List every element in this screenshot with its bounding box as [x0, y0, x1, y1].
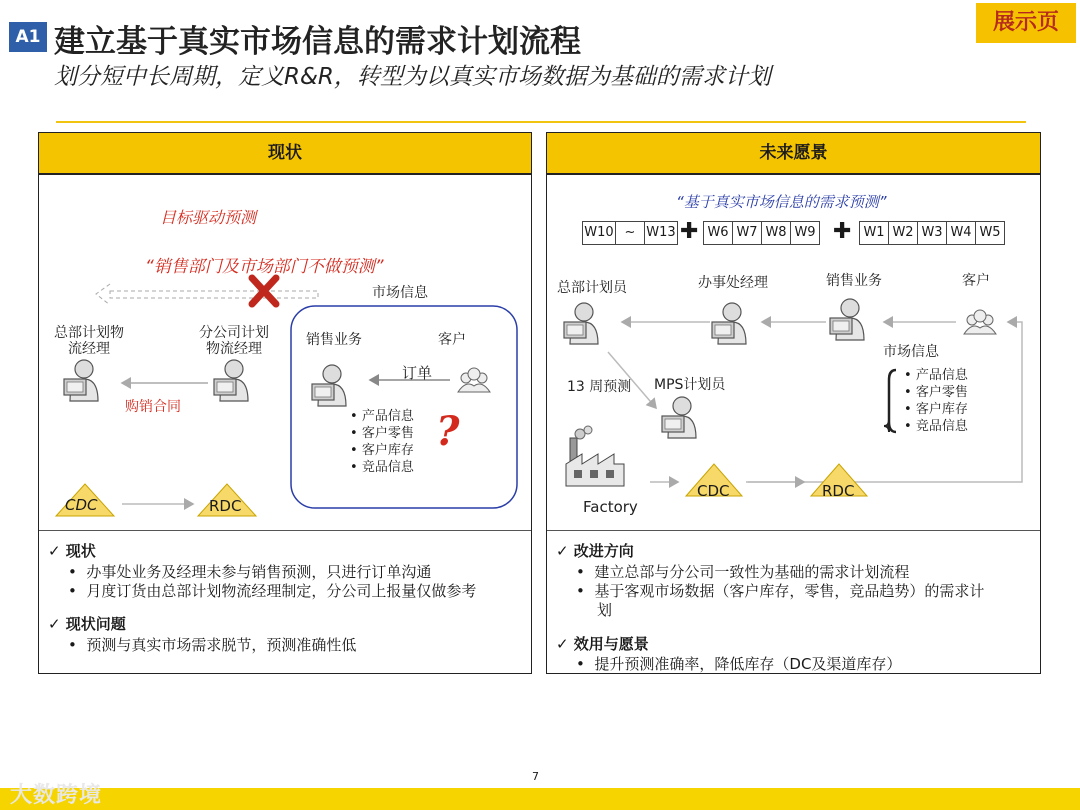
- branch-planner-icon: [214, 360, 248, 401]
- customer-icon: [458, 368, 490, 392]
- branch-planner-line1: 分公司计划: [199, 325, 269, 341]
- right-quote: “基于真实市场信息的需求预测”: [676, 193, 887, 211]
- question-mark: ?: [436, 408, 460, 455]
- week-box: W4: [947, 221, 976, 245]
- week-box: ~: [616, 221, 645, 245]
- list-item: • 竞品信息: [350, 460, 414, 475]
- list-item: • 基于客观市场数据（客户库存，零售，竞品趋势）的需求计: [576, 582, 985, 600]
- customer-label: 客户: [438, 332, 466, 348]
- hq-planner-label: 总部计划员: [557, 280, 627, 296]
- plus-icon: ✚: [680, 219, 699, 244]
- page-number: 7: [532, 770, 539, 783]
- list-item-continuation: 划: [597, 601, 613, 619]
- factory-label: Factory: [583, 498, 638, 516]
- hq-planner-label: [54, 325, 124, 357]
- left-divider: [39, 530, 531, 531]
- mps-planner-label: MPS计划员: [654, 377, 726, 393]
- week-box: W8: [762, 221, 791, 245]
- customer-label: 客户: [962, 273, 990, 289]
- short-term-weeks: [859, 221, 1005, 245]
- mps-planner-icon: [662, 397, 696, 438]
- long-term-weeks: [582, 221, 678, 245]
- right-divider: [547, 530, 1040, 531]
- issue-title: ✓ 现状问题: [48, 615, 126, 633]
- page-title: 建立基于真实市场信息的需求计划流程: [54, 24, 581, 60]
- list-item: • 月度订货由总部计划物流经理制定，分公司上报量仅做参考: [68, 582, 477, 600]
- branch-planner-label: [199, 325, 269, 357]
- list-item: • 产品信息: [904, 368, 968, 383]
- list-item: • 客户库存: [350, 443, 414, 458]
- sales-icon: [312, 365, 346, 406]
- future-vision-heading: 未来愿景: [547, 133, 1040, 175]
- status-title: ✓ 现状: [48, 542, 96, 560]
- list-item: • 竞品信息: [904, 419, 968, 434]
- market-info-label: 市场信息: [883, 344, 939, 360]
- section-badge: A1: [9, 22, 47, 52]
- effect-title: ✓ 效用与愿景: [556, 635, 649, 653]
- left-quote: “销售部门及市场部门不做预测”: [145, 257, 384, 277]
- watermark: 大数跨境: [10, 783, 103, 808]
- list-item: • 客户零售: [350, 426, 414, 441]
- hq-planner-icon: [564, 303, 598, 344]
- week-box: W3: [918, 221, 947, 245]
- customer-icon: [964, 310, 996, 334]
- factory-icon: [566, 426, 624, 486]
- cdc-label: CDC: [697, 482, 730, 500]
- sales-label: 销售业务: [306, 332, 362, 348]
- contract-label: 购销合同: [125, 399, 181, 415]
- forecast-13-label: 13 周预测: [567, 379, 632, 395]
- week-box: W6: [703, 221, 733, 245]
- list-item: • 预测与真实市场需求脱节，预测准确性低: [68, 636, 357, 654]
- week-box: W13: [645, 221, 678, 245]
- sales-icon: [830, 299, 864, 340]
- blocked-forecast-arrow: [96, 284, 318, 305]
- list-item: • 客户库存: [904, 402, 968, 417]
- list-item: • 办事处业务及经理未参与销售预测，只进行订单沟通: [68, 563, 432, 581]
- hq-planner-line2: 流经理: [68, 341, 110, 357]
- sales-label: 销售业务: [826, 273, 882, 289]
- mid-term-weeks: [703, 221, 820, 245]
- week-box: W9: [791, 221, 820, 245]
- list-item: • 建立总部与分公司一致性为基础的需求计划流程: [576, 563, 910, 581]
- office-manager-icon: [712, 303, 746, 344]
- direction-title: ✓ 改进方向: [556, 542, 634, 560]
- hq-planner-icon: [64, 360, 98, 401]
- footer-bar: [0, 788, 1080, 810]
- order-label: 订单: [402, 364, 433, 382]
- hq-planner-line1: 总部计划物: [54, 325, 124, 341]
- plus-icon: ✚: [833, 219, 852, 244]
- week-box: W1: [859, 221, 889, 245]
- right-info-list: [904, 367, 968, 435]
- page-subtitle: 划分短中长周期，定义R&R，转型为以真实市场数据为基础的需求计划: [54, 64, 771, 90]
- week-box: W7: [733, 221, 762, 245]
- left-info-list: [350, 408, 414, 476]
- cdc-label: CDC: [65, 496, 98, 514]
- header-divider: [56, 121, 1026, 123]
- target-forecast-label: 目标驱动预测: [160, 208, 257, 227]
- list-item: • 提升预测准确率，降低库存（DC及渠道库存）: [576, 655, 902, 673]
- office-manager-label: 办事处经理: [698, 275, 768, 291]
- rdc-label: RDC: [209, 497, 242, 515]
- week-box: W10: [582, 221, 616, 245]
- list-item: • 客户零售: [904, 385, 968, 400]
- rdc-label: RDC: [822, 482, 855, 500]
- week-box: W5: [976, 221, 1005, 245]
- market-info-label: 市场信息: [372, 285, 428, 301]
- list-item: • 产品信息: [350, 409, 414, 424]
- week-box: W2: [889, 221, 918, 245]
- show-page-tag: 展示页: [976, 3, 1076, 43]
- current-state-heading: 现状: [39, 133, 531, 175]
- branch-planner-line2: 物流经理: [206, 341, 262, 357]
